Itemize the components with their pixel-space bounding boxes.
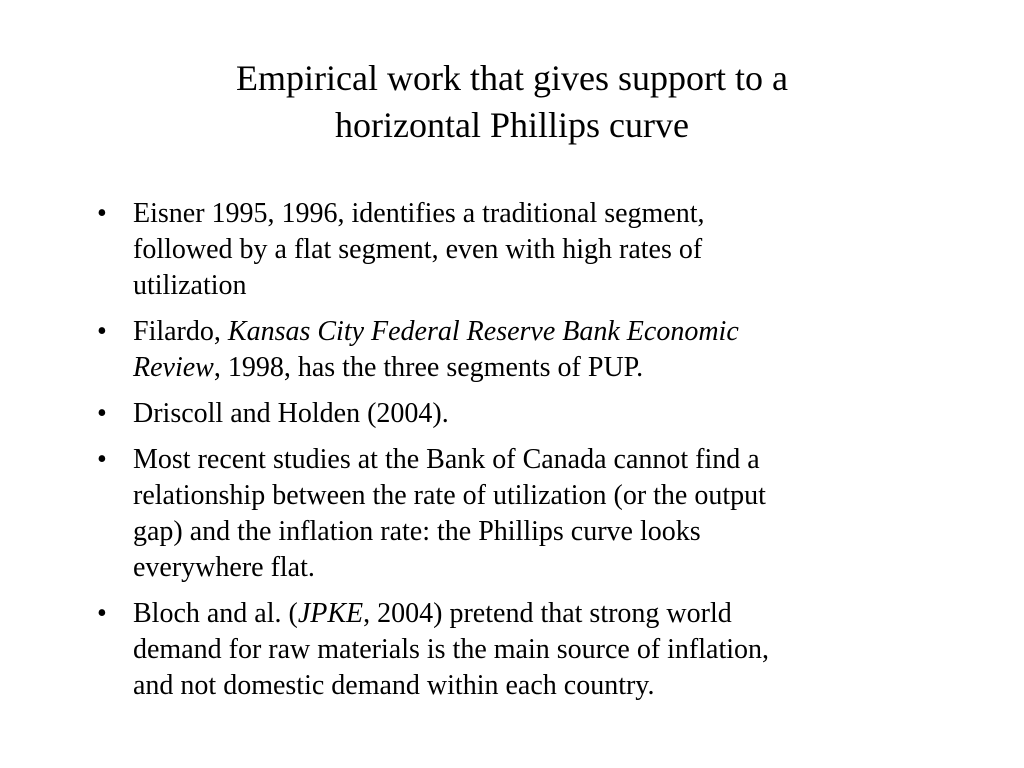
title-line: horizontal Phillips curve bbox=[335, 105, 689, 145]
slide-title bbox=[80, 55, 944, 149]
bullet-item-bank-of-canada bbox=[0, 442, 1024, 586]
text-line bbox=[133, 596, 933, 632]
text-line bbox=[133, 350, 933, 386]
text-line: utilization bbox=[133, 270, 247, 301]
journal-title: Review bbox=[133, 352, 214, 383]
bullet-text bbox=[133, 396, 933, 432]
title-line: Empirical work that gives support to a bbox=[236, 58, 788, 98]
bullet-text bbox=[133, 442, 933, 586]
bullet-marker: • bbox=[97, 444, 107, 475]
text-run: , 2004) pretend that strong world bbox=[363, 598, 732, 629]
bullet-marker: • bbox=[97, 198, 107, 229]
text-line: followed by a flat segment, even with high rates of bbox=[133, 234, 703, 265]
bullet-marker: • bbox=[97, 398, 107, 429]
text-line: relationship between the rate of utilization (or the output bbox=[133, 480, 766, 511]
text-run: Filardo, bbox=[133, 316, 228, 347]
text-line: Eisner 1995, 1996, identifies a traditional segment, bbox=[133, 198, 705, 229]
journal-title: Kansas City Federal Reserve Bank Economic bbox=[227, 316, 739, 347]
text-run: Bloch and al. ( bbox=[133, 598, 298, 629]
text-line: Most recent studies at the Bank of Canada cannot find a bbox=[133, 444, 760, 475]
bullet-text bbox=[133, 314, 933, 386]
bullet-text bbox=[133, 196, 933, 304]
text-run: , 1998, has the three segments of PUP. bbox=[213, 352, 644, 383]
text-line: demand for raw materials is the main source of inflation, bbox=[133, 634, 770, 665]
text-line: and not domestic demand within each country. bbox=[133, 670, 655, 701]
bullet-item-bloch bbox=[0, 596, 1024, 704]
bullet-item-eisner bbox=[0, 196, 1024, 304]
text-line: gap) and the inflation rate: the Phillips curve looks bbox=[133, 516, 701, 547]
bullet-marker: • bbox=[97, 598, 107, 629]
bullet-text bbox=[133, 596, 933, 704]
text-line: everywhere flat. bbox=[133, 552, 315, 583]
journal-title: JPKE bbox=[297, 598, 364, 629]
bullet-item-filardo bbox=[0, 314, 1024, 386]
text-line bbox=[133, 314, 933, 350]
text-line: Driscoll and Holden (2004). bbox=[133, 398, 449, 429]
bullet-list bbox=[0, 196, 1024, 714]
bullet-item-driscoll bbox=[0, 396, 1024, 432]
bullet-marker: • bbox=[97, 316, 107, 347]
